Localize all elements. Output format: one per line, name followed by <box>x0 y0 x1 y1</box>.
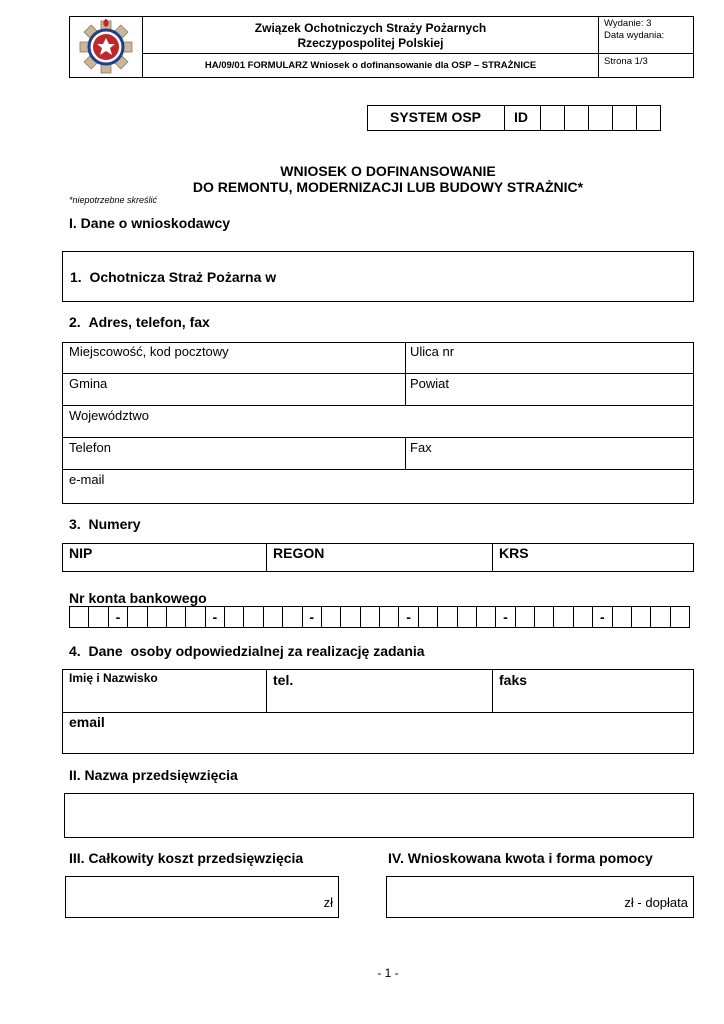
bank-account-digit-cell[interactable] <box>185 606 205 628</box>
bank-account-digit-cell[interactable] <box>147 606 167 628</box>
address-row-divider-1 <box>62 373 694 374</box>
bank-account-digit-cell[interactable] <box>360 606 380 628</box>
bank-account-digit-cell[interactable] <box>302 606 322 628</box>
system-id-label: ID <box>514 109 528 125</box>
bank-account-digit-cell[interactable] <box>224 606 244 628</box>
address-col-divider-2 <box>405 437 406 470</box>
bank-account-digit-cell[interactable] <box>205 606 225 628</box>
requested-amount-unit: zł - dopłata <box>624 895 688 910</box>
bank-account-digit-cell[interactable] <box>457 606 477 628</box>
bank-account-digit-cell[interactable] <box>534 606 554 628</box>
numbers-divider-1 <box>266 543 267 572</box>
organization-logo <box>74 19 138 75</box>
bank-account-digit-cell[interactable] <box>670 606 690 628</box>
bank-account-digit-cell[interactable] <box>398 606 418 628</box>
page-number: - 1 - <box>377 966 399 980</box>
fax-field[interactable]: Fax <box>410 440 432 455</box>
person-col-divider-2 <box>492 669 493 713</box>
section-2-heading: II. Nazwa przedsięwzięcia <box>69 767 238 783</box>
bank-account-separator: - <box>599 609 605 625</box>
bank-account-cells[interactable] <box>69 606 689 628</box>
bank-account-separator: - <box>406 609 411 625</box>
bank-account-digit-cell[interactable] <box>263 606 283 628</box>
county-field[interactable]: Powiat <box>410 376 450 391</box>
system-id-cell-2[interactable] <box>588 105 589 131</box>
voivodeship-field[interactable]: Województwo <box>69 408 149 423</box>
organization-name-line1: Związek Ochotniczych Straży Pożarnych <box>254 21 487 35</box>
address-row-divider-2 <box>62 405 694 406</box>
city-postcode-field[interactable]: Miejscowość, kod pocztowy <box>69 344 229 359</box>
bank-account-digit-cell[interactable] <box>495 606 515 628</box>
bank-account-digit-cell[interactable] <box>340 606 360 628</box>
email-field[interactable]: e-mail <box>69 472 105 487</box>
numbers-divider-2 <box>492 543 493 572</box>
bank-account-separator: - <box>115 609 121 625</box>
bank-account-digit-cell[interactable] <box>476 606 496 628</box>
page-indicator: Strona 1/3 <box>604 56 648 67</box>
bank-account-digit-cell[interactable] <box>379 606 399 628</box>
system-id-cell-3[interactable] <box>612 105 613 131</box>
header-divider-right <box>598 16 599 78</box>
person-email-field[interactable]: email <box>69 714 105 730</box>
osp-name-label: 1. Ochotnicza Straż Pożarna w <box>70 269 277 285</box>
bank-account-digit-cell[interactable] <box>437 606 457 628</box>
responsible-person-heading: 4. Dane osoby odpowiedzialnej za realizację zadania <box>69 643 425 659</box>
bank-account-digit-cell[interactable] <box>108 606 128 628</box>
krs-field[interactable]: KRS <box>499 545 529 561</box>
organization-name-line2: Rzeczypospolitej Polskiej <box>297 36 444 50</box>
bank-account-separator: - <box>309 609 315 625</box>
form-code-title: HA/09/01 FORMULARZ Wniosek o dofinansowanie dla OSP – STRAŻNICE <box>204 60 537 71</box>
address-row-divider-4 <box>62 469 694 470</box>
bank-account-separator: - <box>503 609 508 625</box>
bank-account-digit-cell[interactable] <box>612 606 632 628</box>
address-heading: 2. Adres, telefon, fax <box>69 314 210 330</box>
person-name-field[interactable]: Imię i Nazwisko <box>69 671 158 685</box>
form-title-line2: DO REMONTU, MODERNIZACJI LUB BUDOWY STRAŻNIC* <box>192 179 584 195</box>
form-title-line1: WNIOSEK O DOFINANSOWANIE <box>280 163 496 179</box>
system-osp-label: SYSTEM OSP <box>389 109 482 125</box>
system-id-cell-4[interactable] <box>636 105 637 131</box>
section-3-heading: III. Całkowity koszt przedsięwzięcia <box>69 850 304 866</box>
system-id-divider <box>540 105 541 131</box>
edition-number: Wydanie: 3 <box>604 18 652 29</box>
person-row-divider <box>62 712 694 713</box>
bank-account-digit-cell[interactable] <box>88 606 108 628</box>
numbers-table <box>62 543 694 572</box>
address-table <box>62 342 694 504</box>
system-id-cell-1[interactable] <box>564 105 565 131</box>
issue-date-label: Data wydania: <box>604 30 665 41</box>
nip-field[interactable]: NIP <box>69 545 93 561</box>
bank-account-separator: - <box>212 609 218 625</box>
project-name-field[interactable] <box>64 793 694 838</box>
commune-field[interactable]: Gmina <box>69 376 108 391</box>
header-divider-mid <box>142 53 694 54</box>
section-4-heading: IV. Wnioskowana kwota i forma pomocy <box>388 850 653 866</box>
strike-note: *niepotrzebne skreślić <box>69 195 158 205</box>
bank-account-digit-cell[interactable] <box>515 606 535 628</box>
bank-account-digit-cell[interactable] <box>631 606 651 628</box>
numbers-heading: 3. Numery <box>69 516 141 532</box>
regon-field[interactable]: REGON <box>273 545 325 561</box>
person-fax-field[interactable]: faks <box>499 672 528 688</box>
bank-account-digit-cell[interactable] <box>553 606 573 628</box>
bank-account-digit-cell[interactable] <box>282 606 302 628</box>
bank-account-digit-cell[interactable] <box>573 606 593 628</box>
person-col-divider-1 <box>266 669 267 713</box>
total-cost-unit: zł <box>323 895 333 910</box>
bank-account-digit-cell[interactable] <box>69 606 89 628</box>
bank-account-digit-cell[interactable] <box>418 606 438 628</box>
bank-account-digit-cell[interactable] <box>127 606 147 628</box>
bank-account-digit-cell[interactable] <box>650 606 670 628</box>
section-1-heading: I. Dane o wnioskodawcy <box>69 215 231 231</box>
street-field[interactable]: Ulica nr <box>410 344 455 359</box>
bank-account-label: Nr konta bankowego <box>69 590 207 606</box>
address-row-divider-3 <box>62 437 694 438</box>
person-tel-field[interactable]: tel. <box>273 672 294 688</box>
bank-account-digit-cell[interactable] <box>166 606 186 628</box>
address-col-divider-1 <box>405 342 406 406</box>
system-osp-divider <box>504 105 505 131</box>
phone-field[interactable]: Telefon <box>69 440 111 455</box>
bank-account-digit-cell[interactable] <box>243 606 263 628</box>
bank-account-digit-cell[interactable] <box>321 606 341 628</box>
bank-account-digit-cell[interactable] <box>592 606 612 628</box>
